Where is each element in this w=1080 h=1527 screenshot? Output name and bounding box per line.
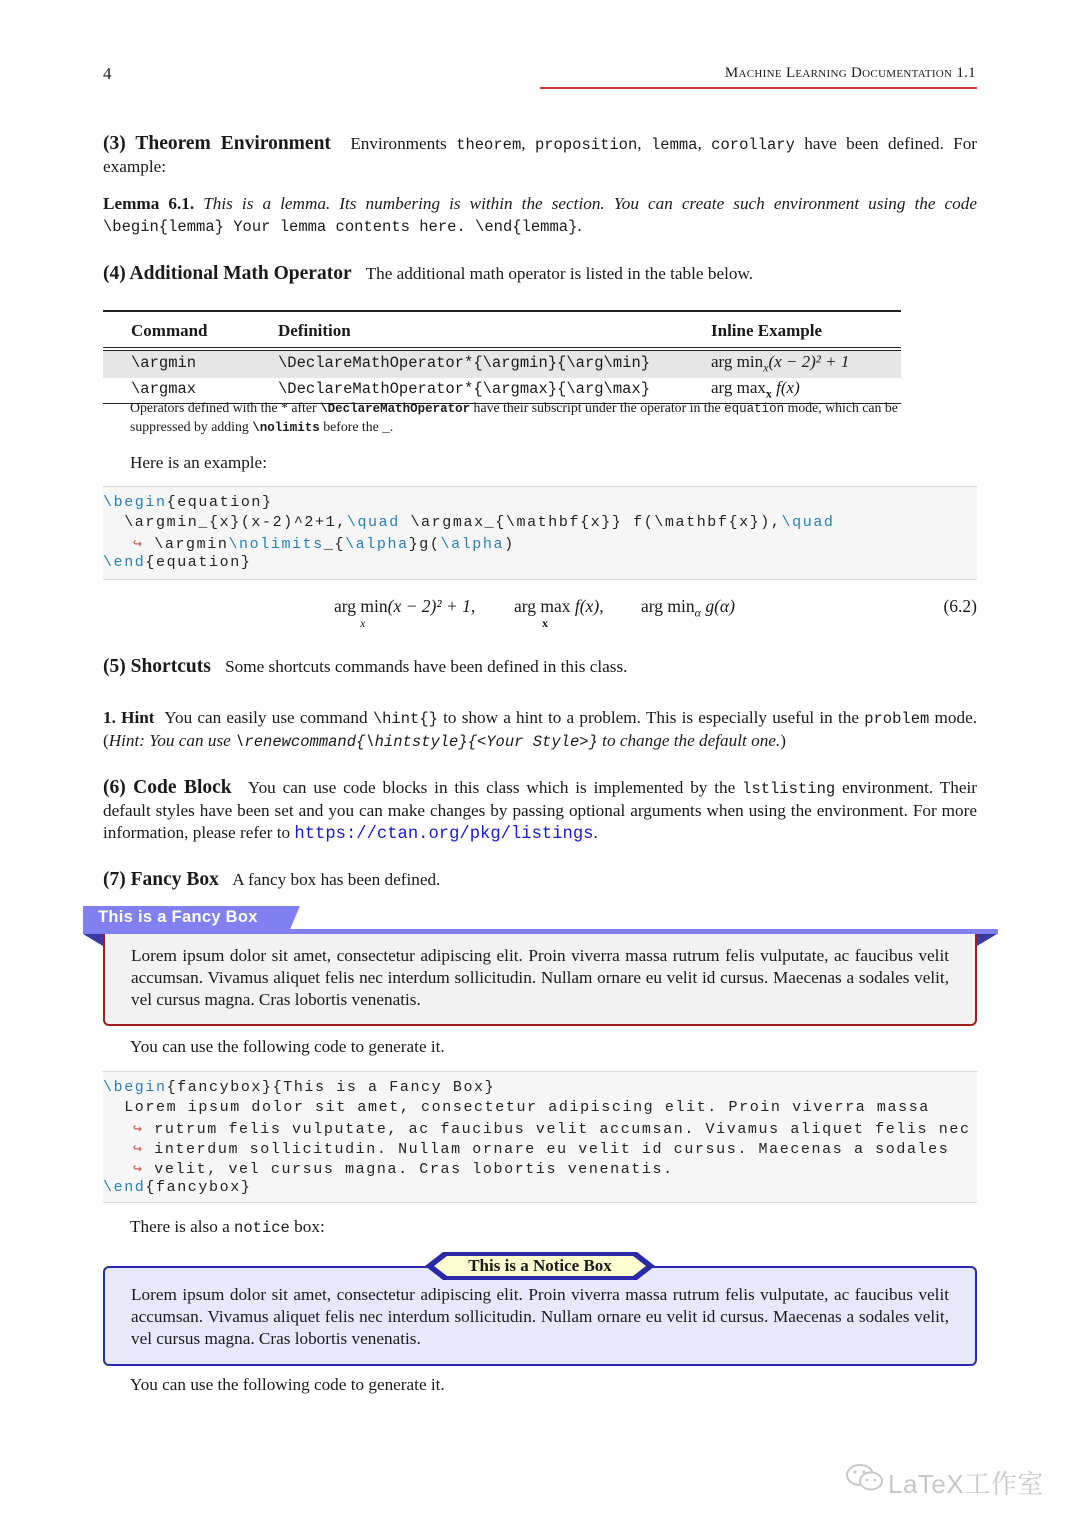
math-op: arg max [514,596,571,616]
equation-part-2 [514,596,604,630]
section-heading: (4) Additional Math Operator [103,263,352,284]
math-sub: α [694,605,701,620]
notice-box-title: This is a Notice Box [468,1256,612,1275]
code-line [103,1179,251,1196]
table-cell-definition: \DeclareMathOperator*{\argmin}{\arg\min} [278,354,651,372]
math-expr: (x − 2)² + 1 [768,352,850,371]
section-code-block [103,777,977,846]
code-keyword: \nolimits [228,536,324,553]
page-number: 4 [103,64,112,83]
table-cell-example [711,352,849,375]
code-text: Lorem ipsum dolor sit amet, consectetur adipiscing elit. Proin viverra massa [103,1099,930,1116]
column-header: Command [131,321,208,340]
math-sub: x [765,386,772,401]
inline-code: theorem [456,136,522,154]
header-rule [540,87,977,89]
math-op: arg min [711,352,764,371]
table-rule [103,310,901,312]
inline-code: lstlisting [742,780,836,798]
text: * [280,400,288,415]
math-op: arg min [334,596,388,616]
hint-label: 1. Hint [103,708,155,727]
equation-number: (6.2) [943,596,977,616]
text: Environments [350,134,447,153]
running-title: Machine Learning Documentation 1.1 [724,65,976,81]
inline-code: \DeclareMathOperator [320,402,471,416]
section-fancy-box [103,869,977,891]
lemma-block [103,193,977,238]
code-block-equation [103,486,977,580]
line-continuation-icon: ↪ [133,1121,144,1138]
math-expr: (x − 2)² + 1, [387,596,476,616]
equation-part-1 [334,596,476,630]
code-text: rutrum felis vulputate, ac faucibus velit accumsan. Vivamus aliquet felis nec [143,1121,971,1138]
lemma-label: Lemma 6.1. [103,194,195,213]
example-intro: Here is an example: [130,453,267,472]
code-text: velit, vel cursus magna. Cras lobortis venenatis. [143,1161,674,1178]
code-text: {fancybox}{This is a Fancy Box} [166,1079,496,1096]
code-text: \argmax_{\mathbf{x}} f(\mathbf{x}), [399,514,782,531]
line-continuation-icon: ↪ [133,536,144,553]
code-keyword: \end [103,1179,146,1196]
lemma-code: \begin{lemma} Your lemma contents here. \end{lemma} [103,218,578,236]
code-keyword: \end [103,554,146,571]
line-continuation-icon: ↪ [133,1141,144,1158]
code-keyword: \quad [781,514,835,531]
code-keyword: \alpha [440,536,505,553]
table-rule [103,347,901,348]
fancy-box-fold-left [83,934,103,946]
table-cell-command: \argmax [131,380,197,398]
text: have their subscript under the operator in the [473,400,721,415]
math-sub: x [763,360,769,375]
hint-block [103,707,977,753]
punct: . [577,216,582,235]
lemma-text: This is a lemma. Its numbering is within the section. You can create such environment using the code [203,194,977,213]
text: Operators defined with the [130,400,278,415]
code-line [103,1079,495,1096]
math-expr: f(x) [771,378,800,397]
code-text: interdum sollicitudin. Nullam ornare eu velit id cursus. Maecenas a sodales [143,1141,950,1158]
section-theorem-environment: (3) Theorem Environment Environments theorem, proposition, lemma, corollary have been defined. For example: [103,133,978,176]
table-note [130,399,901,437]
text: . [593,823,598,842]
code-keyword: \begin [103,1079,167,1096]
inline-code: \renewcommand{\hintstyle}{<Your Style>} [235,733,598,751]
code-text: \argmin_{x}(x-2)^2+1, [103,514,347,531]
table-cell-command: \argmin [131,354,197,372]
inline-code: \hint{} [372,710,438,728]
code-line [133,534,515,553]
section-heading: (5) Shortcuts [103,656,211,677]
text: to show a hint to a problem. This is especially useful in the [443,708,859,727]
code-line [133,1119,971,1138]
inline-code: proposition [534,136,638,154]
line-continuation-icon: ↪ [133,1161,144,1178]
code-text: }g( [408,536,441,553]
section-shortcuts [103,656,977,678]
code-line [103,1099,930,1116]
code-line [103,514,835,531]
math-sub: x [360,616,366,630]
text: after [291,400,317,415]
inline-code: notice [234,1219,290,1237]
code-keyword: \quad [346,514,400,531]
column-header: Definition [278,321,351,340]
math-expr: g(α) [705,596,735,616]
code-text: _{ [323,536,346,553]
code-line [133,1159,674,1178]
notice-box-body: Lorem ipsum dolor sit amet, consectetur adipiscing elit. Proin viverra massa rutrum felis vulputate, ac faucibus velit accumsan. Vivamus aliquet felis nec interdum sollicitudin. Nullam ornare eu velit id cursus. Maecenas a sodales velit, vel cursus magna. Cras lobortis venenatis. [131,1285,949,1348]
inline-code: lemma [650,136,698,154]
code-intro: You can use the following code to generate it. [130,1037,445,1056]
math-expr: f(x), [574,596,604,616]
text: There is also a [130,1217,230,1236]
notice-intro [130,1217,325,1237]
code-line [103,494,273,511]
math-sub: x [542,616,548,630]
table-cell-example [711,378,800,401]
wechat-icon [845,1462,885,1494]
fancy-box-title-tip [288,906,300,934]
code-line [133,1139,949,1158]
text: . [389,419,394,434]
equation-part-3 [641,596,735,621]
code-block-fancybox [103,1071,977,1203]
section-heading: (7) Fancy Box [103,869,219,890]
inline-code: _ [382,421,390,435]
hint-text: Hint: You can use [108,731,231,750]
text: Some shortcuts commands have been defined in this class. [225,657,628,676]
code-text: {equation} [145,554,252,571]
table-cell-definition: \DeclareMathOperator*{\argmax}{\arg\max} [278,380,651,398]
section-math-operator [103,263,977,285]
inline-code: corollary [711,136,795,154]
hint-text: to change the default one. [602,731,781,750]
text: mode, which can be suppressed by adding [130,400,898,434]
code-text: ) [504,536,515,553]
fancy-box-fold-right [977,934,997,946]
text: A fancy box has been defined. [232,870,441,889]
watermark-text: LaTeX工作室 [888,1469,1044,1499]
text: mode. ( [103,708,977,750]
section-heading: (6) Code Block [103,777,232,798]
inline-code: problem [864,710,930,728]
code-intro-2: You can use the following code to generate it. [130,1375,445,1394]
code-text: \argmin [143,536,229,553]
listings-link[interactable]: https://ctan.org/pkg/listings [294,825,594,844]
fancy-box-title: This is a Fancy Box [98,908,258,926]
fancy-box-body: Lorem ipsum dolor sit amet, consectetur adipiscing elit. Proin viverra massa rutrum felis vulputate, ac faucibus velit accumsan. Vivamus aliquet felis nec interdum sollicitudin. Nullam ornare eu velit id cursus. Maecenas a sodales velit, vel cursus magna. Cras lobortis venenatis. [131,946,949,1009]
section-heading: (3) Theorem Environment [103,133,331,154]
inline-code: \nolimits [252,421,320,435]
math-op: arg min [641,596,695,616]
text: ) [780,731,786,750]
text: You can easily use command [164,708,368,727]
code-keyword: \begin [103,494,167,511]
column-header: Inline Example [711,321,822,340]
code-line [103,554,251,571]
code-text: {fancybox} [145,1179,252,1196]
math-op: arg max [711,378,766,397]
code-text: {equation} [166,494,273,511]
text: box: [294,1217,325,1236]
code-keyword: \alpha [345,536,409,553]
text: have been defined. For example: [103,134,978,176]
text: environment. Their default styles have been set and you can make changes by passing optional arguments when using the environment. For more information, please refer to [103,778,977,842]
text: The additional math operator is listed in the table below. [365,264,754,283]
text: before the [323,419,379,434]
text: You can use code blocks in this class which is implemented by the [247,778,736,797]
inline-code: equation [724,402,785,416]
